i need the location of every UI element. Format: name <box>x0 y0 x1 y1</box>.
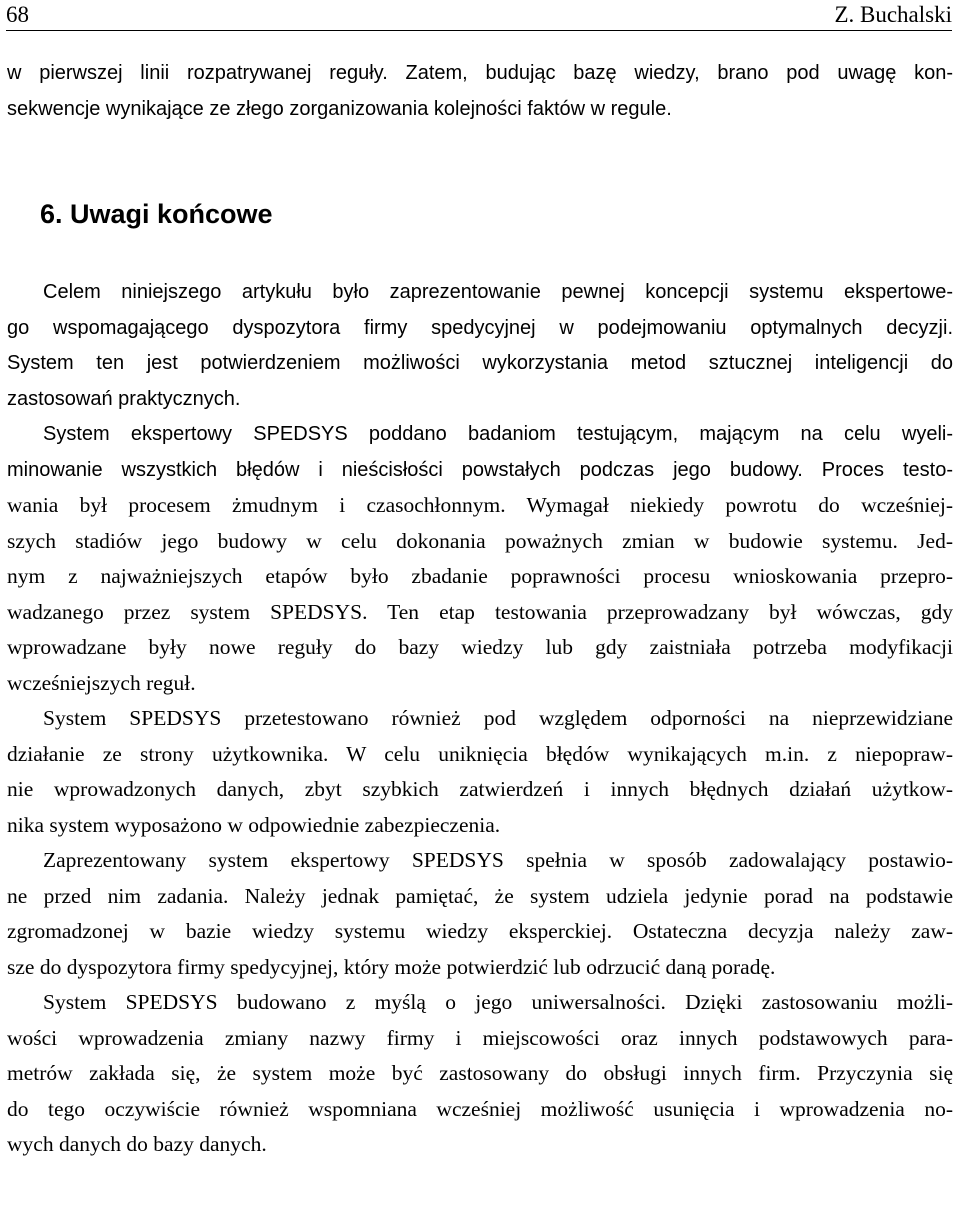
text-line: do tego oczywiście również wspomniana wcześniej możliwość usunięcia i wprowadzenia no- <box>7 1096 953 1121</box>
text-line: zgromadzonej w bazie wiedzy systemu wiedzy eksperckiej. Ostateczna decyzja należy zaw- <box>7 919 953 943</box>
text-line: System ekspertowy SPEDSYS poddano badaniom testującym, mającym na celu wyeli- <box>43 423 953 445</box>
page-header <box>6 0 952 31</box>
text-line: wania był procesem żmudnym i czasochłonnym. Wymagał niekiedy powrotu do wcześniej- <box>7 493 953 517</box>
text-line: wprowadzane były nowe reguły do bazy wiedzy lub gdy zaistniała potrzeba modyfikacji <box>7 635 953 659</box>
text-line: wcześniejszych reguł. <box>7 670 196 695</box>
text-line: Celem niniejszego artykułu było zaprezentowanie pewnej koncepcji systemu ekspertowe- <box>43 281 953 303</box>
page-number: 68 <box>6 2 29 27</box>
text-line: zastosowań praktycznych. <box>7 387 241 410</box>
text-line: nie wprowadzonych danych, zbyt szybkich zatwierdzeń i innych błędnych działań użytkow- <box>7 777 953 801</box>
intro-paragraph <box>7 56 953 127</box>
text-line: System ten jest potwierdzeniem możliwości wykorzystania metod sztucznej inteligencji do <box>7 352 953 374</box>
text-line: nika system wyposażono w odpowiednie zabezpieczenia. <box>7 812 501 837</box>
text-line: wości wprowadzenia zmiany nazwy firmy i miejscowości oraz innych podstawowych para- <box>7 1025 953 1050</box>
section-heading: 6. Uwagi końcowe <box>40 199 273 229</box>
text-line: System SPEDSYS budowano z myślą o jego uniwersalności. Dzięki zastosowaniu możli- <box>43 990 953 1014</box>
text-line: ne przed nim zadania. Należy jednak pamiętać, że system udziela jedynie porad na podstawie <box>7 883 953 908</box>
section-body <box>7 275 953 1163</box>
text-line: minowanie wszystkich błędów i nieścisłości powstałych podczas jego budowy. Proces testo- <box>7 458 953 481</box>
text-line: nym z najważniejszych etapów było zbadanie poprawności procesu wnioskowania przepro- <box>7 564 953 588</box>
text-line: wadzanego przez system SPEDSYS. Ten etap testowania przeprowadzany był wówczas, gdy <box>7 599 953 624</box>
running-author: Z. Buchalski <box>834 2 952 27</box>
text-line: Zaprezentowany system ekspertowy SPEDSYS spełnia w sposób zadowalający postawio- <box>43 848 953 872</box>
text-line: sze do dyspozytora firmy spedycyjnej, który może potwierdzić lub odrzucić daną poradę. <box>7 954 776 979</box>
text-line: sekwencje wynikające ze złego zorganizowania kolejności faktów w regule. <box>7 97 672 120</box>
text-line: działanie ze strony użytkownika. W celu uniknięcia błędów wynikających m.in. z niepopraw- <box>7 741 953 766</box>
text-line: metrów zakłada się, że system może być zastosowany do obsługi innych firm. Przyczynia się <box>7 1061 953 1085</box>
text-line: szych stadiów jego budowy w celu dokonania poważnych zmian w budowie systemu. Jed- <box>7 528 953 553</box>
text-line: System SPEDSYS przetestowano również pod względem odporności na nieprzewidziane <box>43 706 953 730</box>
text-line: go wspomagającego dyspozytora firmy spedycyjnej w podejmowaniu optymalnych decyzji. <box>7 316 953 339</box>
text-line: wych danych do bazy danych. <box>7 1132 267 1156</box>
text-line: w pierwszej linii rozpatrywanej reguły. Zatem, budując bazę wiedzy, brano pod uwagę kon- <box>7 62 953 84</box>
